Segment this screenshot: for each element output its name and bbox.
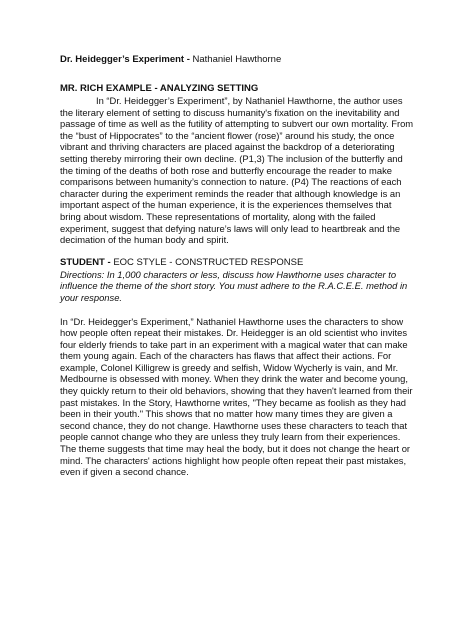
section2-heading-rest: EOC STYLE - CONSTRUCTED RESPONSE: [113, 256, 304, 268]
story-title: Dr. Heidegger’s Experiment -: [60, 54, 193, 65]
section2-heading-bold: STUDENT -: [60, 256, 114, 268]
section2-response: In “Dr. Heidegger's Experiment,” Nathaniel Hawthorne uses the characters to show how people often repeat their mistakes. Dr. Heidegger is an old scientist who invites four elderly friends to take part in an experiment with a magical water that can make them young again. Each of the characters has flaws that affect their actions. For example, Colonel Killigrew is greedy and selfish, Widow Wycherly is vain, and Mr. Medbourne is obsessed with money. When they drink the water and become young, they quickly return to their old behaviors, showing that they haven't learned from their past mistakes. In the Story, Hawthorne writes, "They became as foolish as they had been in their youth." This shows that no matter how many times they are given a second chance, they do not change. Hawthorne uses these characters to teach that people cannot change who they are unless they truly learn from their experiences. The theme suggests that time may heal the body, but it does not change the heart or mind. The characters' actions highlight how people often repeat their past mistakes, even if given a second chance.: [60, 315, 413, 478]
document-title: [60, 53, 414, 66]
section2-heading: [60, 257, 414, 269]
section2-directions: Directions: In 1,000 characters or less, discuss how Hawthorne uses character to influence the theme of the short story. You must adhere to the R.A.C.E.E. method in your response.: [60, 268, 408, 303]
story-author: Nathaniel Hawthorne: [192, 54, 282, 65]
section1-body: In “Dr. Heidegger’s Experiment”, by Nathaniel Hawthorne, the author uses the literary element of setting to discuss humanity's fixation on the inevitability and passage of time as well as the futility of attempting to subvert our own mortality. From the “bust of Hippocrates” to the “ancient flower (rose)” around his study, the once vibrant and thriving characters are placed against the backdrop of a deteriorating setting thereby mirroring their own decline. (P1,3) The inclusion of the butterfly and the timing of the deaths of both rose and butterfly encourage the reader to make comparisons between humanity’s connection to nature. (P4) The reactions of each character during the experiment reminds the reader that although knowledge is an important aspect of the human experience, it is the experiences themselves that bring about wisdom. These representations of mortality, along with the failed experiment, suggest that defying nature’s laws will only lead to heartbreak and the decimation of the human body and spirit.: [60, 95, 414, 246]
section1-heading: MR. RICH EXAMPLE - ANALYZING SETTING: [60, 83, 259, 94]
